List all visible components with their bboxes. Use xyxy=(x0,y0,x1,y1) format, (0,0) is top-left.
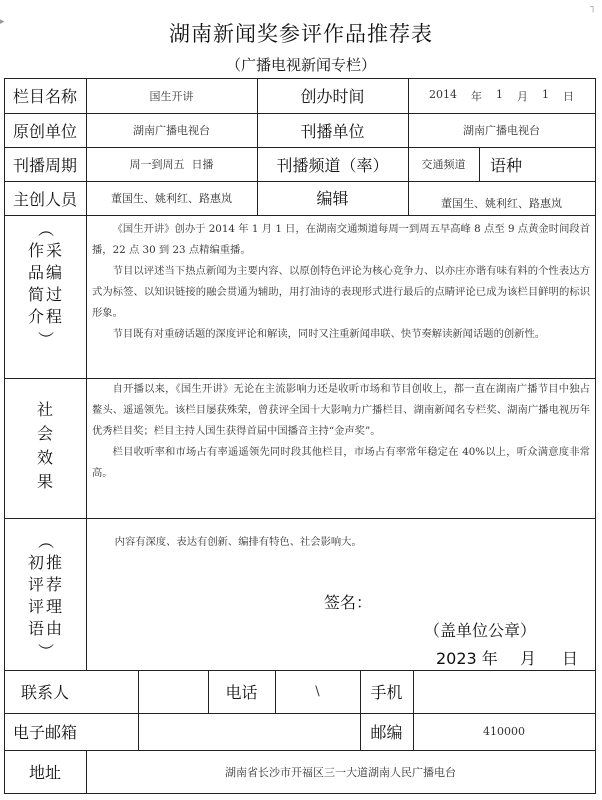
intro-paragraph: 《国生开讲》创办于 2014 年 1 月 1 日，在湖南交通频道每周一到周五早高峰 8 点至 9 点黄金时间段首播，22 点 30 到 23 点精编重播。 xyxy=(92,223,590,256)
founded-year-unit: 年 xyxy=(471,89,482,103)
intro-label-char: 过 xyxy=(46,285,63,304)
channel-label: 刊播频道（率） xyxy=(276,155,389,175)
postcode-value[interactable]: 410000 xyxy=(483,725,525,738)
paragraph-marker-icon: ▸ xyxy=(0,17,5,27)
column-name-label: 栏目名称 xyxy=(12,87,77,106)
contact-label: 联系人 xyxy=(20,683,69,702)
contact-value[interactable] xyxy=(86,670,138,713)
broadcast-unit-label: 刊播单位 xyxy=(300,121,365,141)
sign-date-year: 2023 年 xyxy=(436,649,498,668)
recommend-area xyxy=(92,520,590,668)
intro-label xyxy=(4,218,86,378)
recommend-label-char: 由 xyxy=(46,619,63,638)
effect-paragraph: 栏目收听率和市场占有率遥遥领先同时段其他栏目，市场占有率常年稳定在 40%以上，听众满意度非常高。 xyxy=(92,446,590,479)
effect-label xyxy=(4,398,86,508)
effect-label-char: 会 xyxy=(36,424,53,443)
seal-note: （盖单位公章） xyxy=(424,621,537,640)
effect-label-char: 果 xyxy=(36,472,53,491)
language-value xyxy=(533,147,595,181)
editor-value: 董国生、姚利红、路惠岚 xyxy=(441,197,562,210)
email-value[interactable] xyxy=(138,713,360,750)
effect-paragraph: 自开播以来，《国生开讲》无论在主流影响力还是收听市场和节目创收上，都一直在湖南广播节目中独占鳌头、遥遥领先。该栏目屡获殊荣，曾获评全国十大影响力广播栏目、湖南新闻名专栏奖、湖南广播电视历年优秀栏目奖；栏目主持人国生获得首届中国播音主持“金声奖”。 xyxy=(92,383,590,437)
recommend-label-open: （ xyxy=(35,532,55,550)
page-subtitle: （广播电视新闻专栏） xyxy=(225,56,376,74)
sign-date-day: 日 xyxy=(562,649,579,668)
form-table xyxy=(4,78,596,794)
recommend-label-char: 荐 xyxy=(46,575,63,594)
effect-label-char: 效 xyxy=(36,448,53,467)
founded-month-unit: 月 xyxy=(517,89,528,103)
founded-date xyxy=(408,78,595,113)
recommend-text: 内容有深度、表达有创新、编排有特色、社会影响大。 xyxy=(114,536,362,548)
page-title: 湖南新闻奖参评作品推荐表 xyxy=(169,22,433,46)
mobile-value[interactable] xyxy=(413,670,595,713)
recommend-label-close: ） xyxy=(35,642,55,660)
intro-label-open: （ xyxy=(35,220,55,238)
intro-label-char: 品 xyxy=(27,263,44,282)
corner-mark: ┐ xyxy=(589,2,596,13)
effect-label-char: 社 xyxy=(36,400,53,419)
language-label: 语种 xyxy=(489,155,522,175)
address-value[interactable]: 湖南省长沙市开福区三一大道湖南人民广播电台 xyxy=(225,765,456,779)
broadcast-unit-value: 湖南广播电视台 xyxy=(463,124,540,137)
recommend-label-char: 语 xyxy=(27,619,44,638)
founded-day: 1 xyxy=(542,87,549,101)
sign-date-month: 月 xyxy=(520,649,537,668)
intro-label-char: 程 xyxy=(46,307,63,326)
cycle-label: 刊播周期 xyxy=(12,155,77,175)
founded-year: 2014 xyxy=(429,87,457,101)
recommend-label-char: 推 xyxy=(46,553,63,572)
editor-label: 编辑 xyxy=(316,189,349,208)
signature-label: 签名： xyxy=(324,593,373,612)
intro-text xyxy=(92,219,590,377)
creators-value: 董国生、姚利红、路惠岚 xyxy=(111,192,232,205)
intro-paragraph: 节目以评述当下热点新闻为主要内容、以原创特色评论为核心竞争力、以亦庄亦谐有味有料的个性表达方式为标签、以知识链接的融会贯通为辅助，用打油诗的表现形式进行最后的点睛评论已成为该栏目鲜明的标识形象。 xyxy=(92,265,590,319)
creators-label: 主创人员 xyxy=(12,189,77,209)
address-label: 地址 xyxy=(28,763,61,782)
mobile-label: 手机 xyxy=(370,683,403,702)
intro-label-char: 介 xyxy=(27,307,44,326)
phone-value[interactable]: \ xyxy=(315,684,320,699)
recommend-label-char: 评 xyxy=(27,597,44,616)
original-unit-label: 原创单位 xyxy=(12,121,77,141)
intro-label-char: 采 xyxy=(46,241,63,260)
recommend-label xyxy=(4,530,86,670)
original-unit-value: 湖南广播电视台 xyxy=(133,124,210,137)
postcode-label: 邮编 xyxy=(370,723,403,742)
intro-label-char: 简 xyxy=(27,285,44,304)
email-label: 电子邮箱 xyxy=(12,723,77,742)
founded-label: 创办时间 xyxy=(300,87,365,106)
recommend-label-char: 评 xyxy=(27,575,44,594)
phone-label: 电话 xyxy=(225,683,258,702)
founded-month: 1 xyxy=(496,87,503,101)
recommend-label-char: 理 xyxy=(46,597,63,616)
intro-label-char: 编 xyxy=(46,263,63,282)
intro-label-char: 作 xyxy=(27,241,44,260)
intro-paragraph: 节目既有对重磅话题的深度评论和解读，同时又注重新闻串联、快节奏解读新闻话题的创新性。 xyxy=(112,328,546,340)
channel-value: 交通频道 xyxy=(421,158,466,171)
recommend-label-char: 初 xyxy=(27,553,44,572)
intro-label-close: ） xyxy=(35,330,55,348)
contact-blank xyxy=(138,670,208,713)
column-name-value: 国生开讲 xyxy=(149,89,194,103)
cycle-value: 周一到周五 日播 xyxy=(129,158,214,171)
effect-text xyxy=(92,379,590,517)
founded-day-unit: 日 xyxy=(563,89,574,103)
